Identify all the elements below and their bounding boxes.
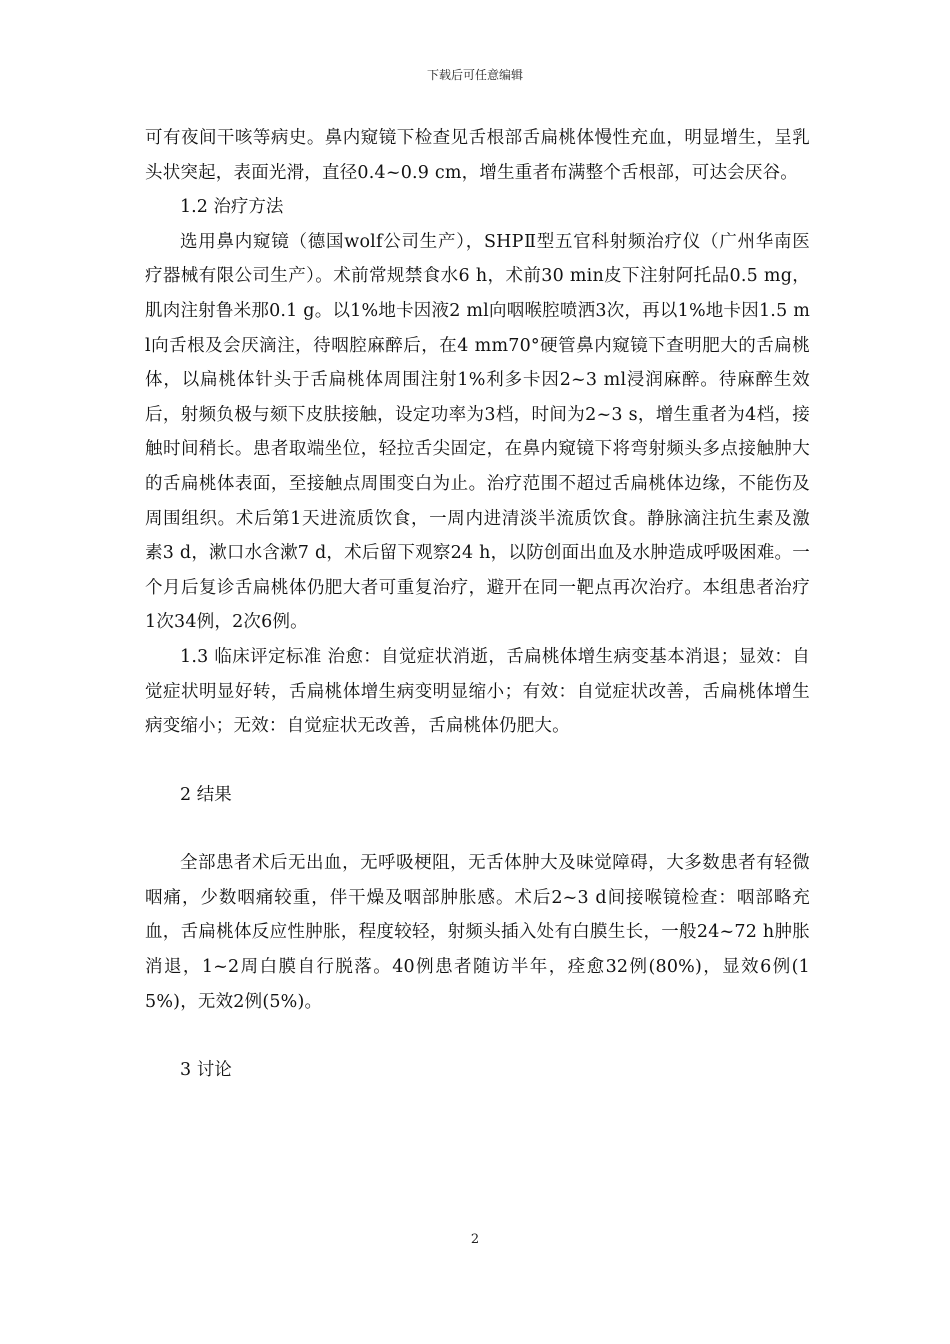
section-heading-discussion: 3 讨论 <box>180 1060 232 1081</box>
document-body <box>145 121 810 1088</box>
paragraph-evaluation-criteria: 1.3 临床评定标准 治愈：自觉症状消逝，舌扁桃体增生病变基本消退；显效：自觉症状明显好转，舌扁桃体增生病变明显缩小；有效：自觉症状改善，舌扁桃体增生病变缩小；无效：自觉症状无改善，舌扁桃体仍肥大。 <box>145 646 810 737</box>
paragraph-intro: 可有夜间干咳等病史。鼻内窥镜下检查见舌根部舌扁桃体慢性充血，明显增生，呈乳头状突起，表面光滑，直径0.4~0.9 cm，增生重者布满整个舌根部，可达会厌谷。 <box>145 128 810 183</box>
page-number: 2 <box>470 1232 480 1247</box>
paragraph-results: 全部患者术后无出血，无呼吸梗阻，无舌体肿大及味觉障碍，大多数患者有轻微咽痛，少数咽痛较重，伴干燥及咽部肿胀感。术后2~3 d间接喉镜检查：咽部略充血，舌扁桃体反应性肿胀，程度较轻，射频头插入处有白膜生长，一般24~72 h肿胀消退，1~2周白膜自行脱落。40例患者随访半年，痊愈32例(80%)，显效6例(15%)，无效2例(5%)。 <box>145 853 810 1012</box>
paragraph-treatment-method: 选用鼻内窥镜（德国wolf公司生产），SHPⅡ型五官科射频治疗仪（广州华南医疗器械有限公司生产）。术前常规禁食水6 h，术前30 min皮下注射阿托品0.5 mg，肌肉注射鲁米那0.1 g。以1%地卡因液2 ml向咽喉腔喷洒3次，再以1%地卡因1.5 ml向舌根及会厌滴注，待咽腔麻醉后，在4 mm70°硬管鼻内窥镜下查明肥大的舌扁桃体，以扁桃体针头于舌扁桃体周围注射1%利多卡因2~3 ml浸润麻醉。待麻醉生效后，射频负极与颏下皮肤接触，设定功率为3档，时间为2~3 s，增生重者为4档，接触时间稍长。患者取端坐位，轻拉舌尖固定，在鼻内窥镜下将弯射频头多点接触肿大的舌扁桃体表面，至接触点周围变白为止。治疗范围不超过舌扁桃体边缘，不能伤及周围组织。术后第1天进流质饮食，一周内进清淡半流质饮食。静脉滴注抗生素及激素3 d，漱口水含漱7 d，术后留下观察24 h，以防创面出血及水肿造成呼吸困难。一个月后复诊舌扁桃体仍肥大者可重复治疗，避开在同一靶点再次治疗。本组患者治疗1次34例，2次6例。 <box>145 231 810 633</box>
section-heading-1-2: 1.2 治疗方法 <box>180 197 284 218</box>
page-header: 下载后可任意编辑 <box>426 68 523 82</box>
section-heading-results: 2 结果 <box>180 784 232 805</box>
